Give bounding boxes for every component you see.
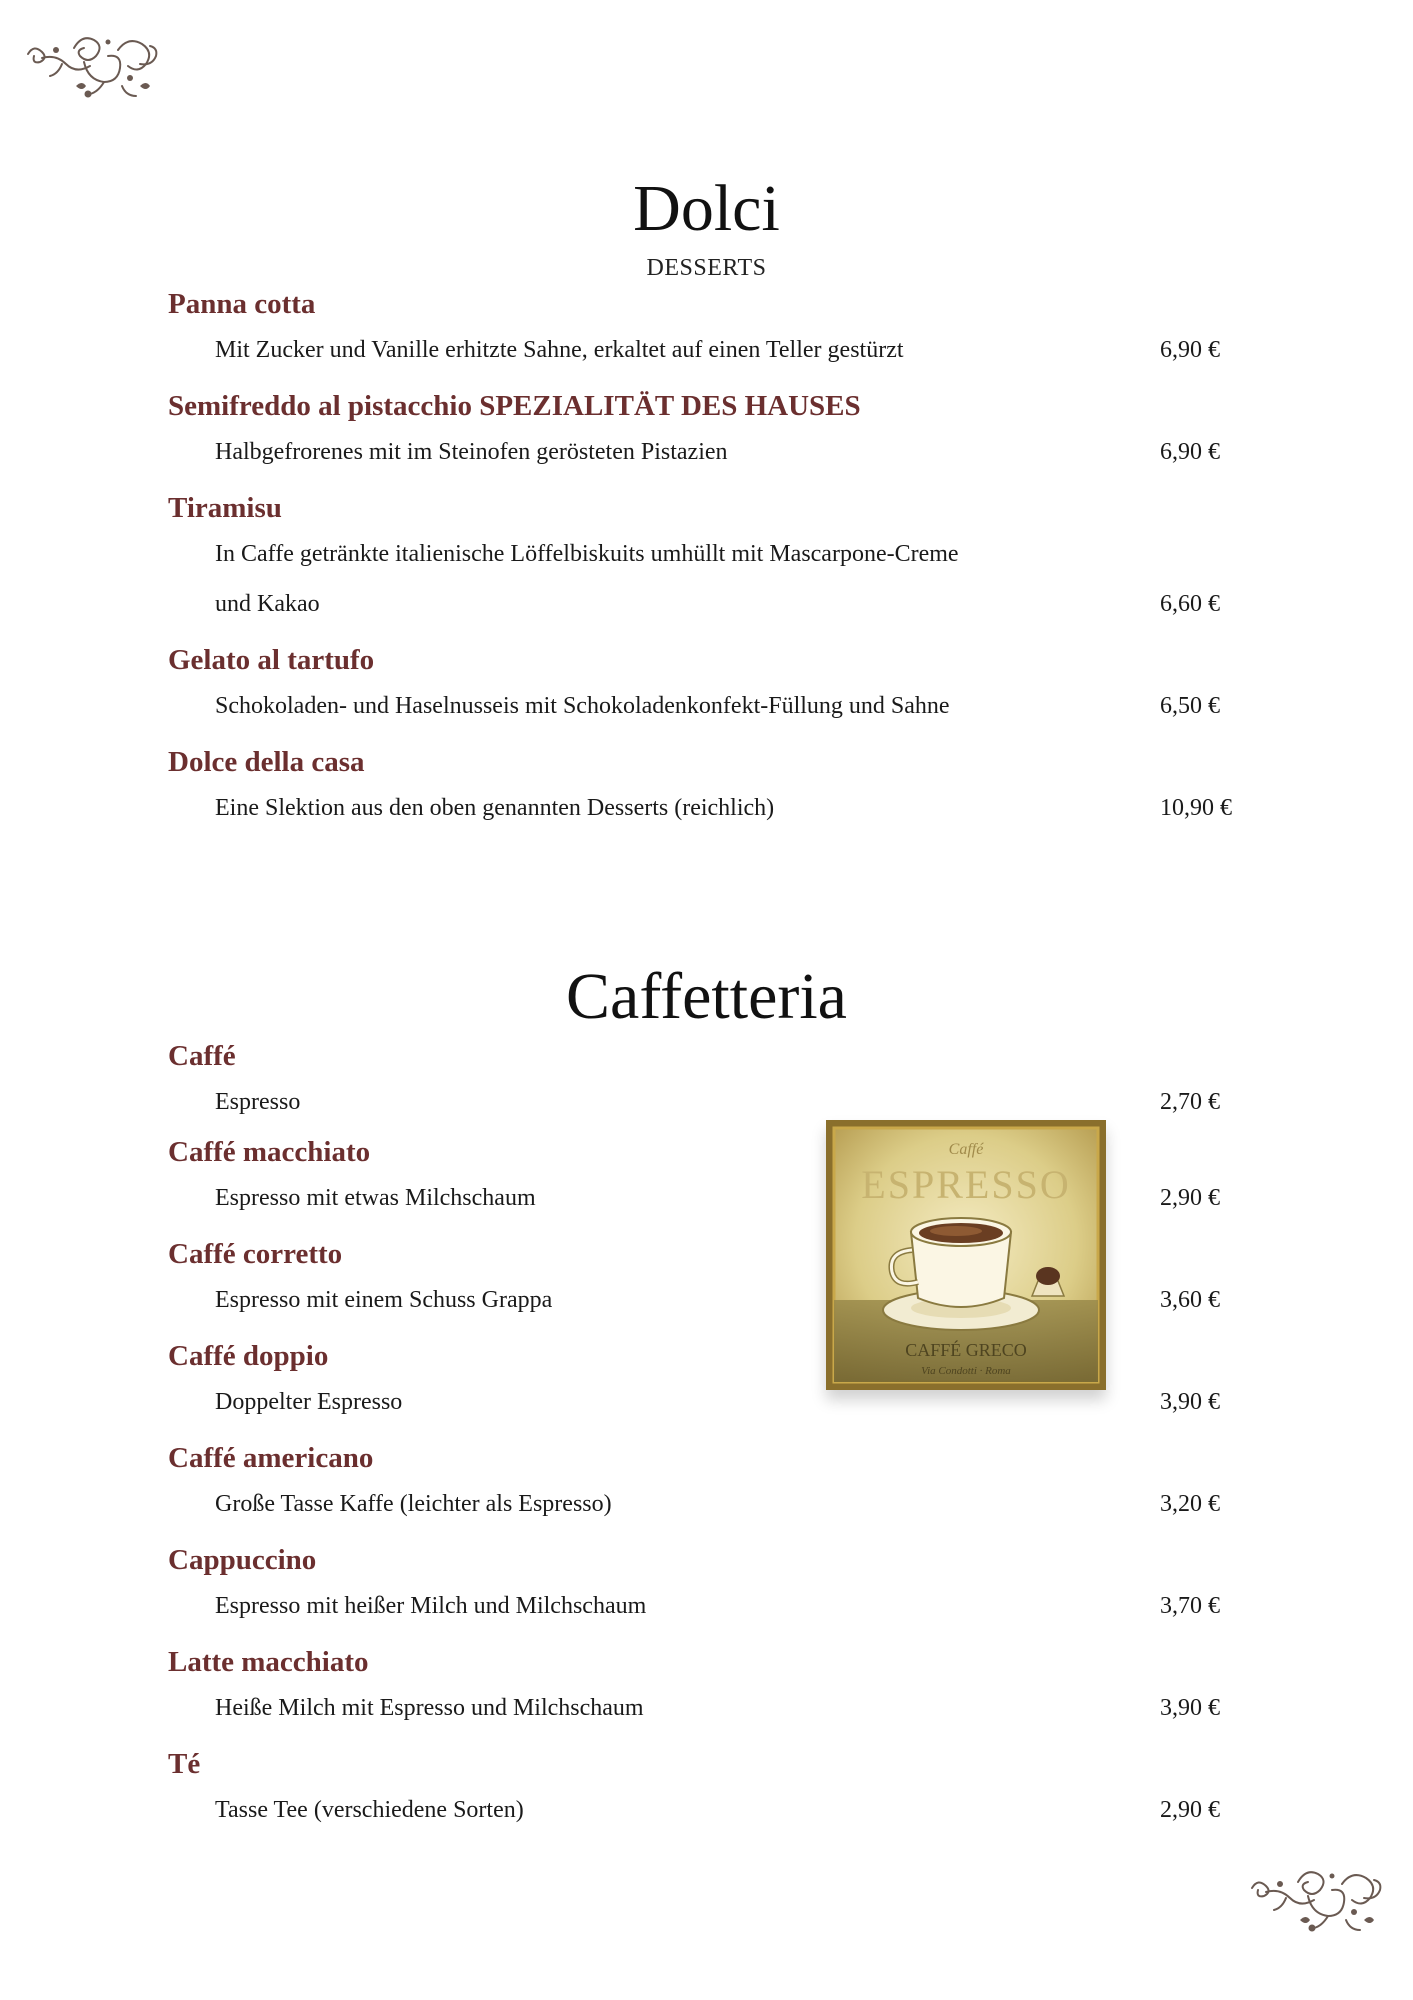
coffee-name-cappuccino: Cappuccino	[168, 1544, 317, 1576]
coffee-price-americano: 3,20 €	[1160, 1491, 1220, 1517]
coffee-desc-te: Tasse Tee (verschiedene Sorten)	[215, 1797, 524, 1823]
dessert-desc-tiramisu: In Caffe getränkte italienische Löffelbiskuits umhüllt mit Mascarpone-Creme	[215, 541, 959, 567]
coffee-name-americano: Caffé americano	[168, 1442, 374, 1474]
dessert-desc-panna-cotta: Mit Zucker und Vanille erhitzte Sahne, erkaltet auf einen Teller gestürzt	[215, 337, 904, 363]
dessert-price-gelato: 6,50 €	[1160, 693, 1220, 719]
dessert-desc-dolce-casa: Eine Slektion aus den oben genannten Desserts (reichlich)	[215, 795, 775, 821]
dolci-title: Dolci	[633, 172, 780, 245]
dessert-price-semifreddo: 6,90 €	[1160, 439, 1220, 465]
dessert-name-tiramisu: Tiramisu	[168, 492, 282, 524]
coffee-desc-doppio: Doppelter Espresso	[215, 1389, 403, 1415]
coffee-price-caffe: 2,70 €	[1160, 1089, 1220, 1115]
dessert-price-panna-cotta: 6,90 €	[1160, 337, 1220, 363]
dessert-price-dolce-casa: 10,90 €	[1160, 795, 1232, 821]
coffee-name-te: Té	[168, 1748, 201, 1780]
caffetteria-title: Caffetteria	[566, 960, 847, 1033]
desserts-subtitle: DESSERTS	[646, 255, 767, 281]
coffee-price-te: 2,90 €	[1160, 1797, 1220, 1823]
coffee-name-macchiato: Caffé macchiato	[168, 1136, 371, 1168]
coffee-name-latte-macchiato: Latte macchiato	[168, 1646, 369, 1678]
flourish-ornament-icon	[1246, 1862, 1392, 1942]
dessert-desc-tiramisu-cont: und Kakao	[215, 591, 320, 617]
dessert-desc-semifreddo: Halbgefrorenes mit im Steinofen gerösteten Pistazien	[215, 439, 728, 465]
dessert-name-gelato: Gelato al tartufo	[168, 644, 375, 676]
dessert-name-panna-cotta: Panna cotta	[168, 288, 316, 320]
coffee-name-doppio: Caffé doppio	[168, 1340, 329, 1372]
coffee-price-corretto: 3,60 €	[1160, 1287, 1220, 1313]
picture-big-text: ESPRESSO	[861, 1162, 1071, 1207]
coffee-desc-caffe: Espresso	[215, 1089, 301, 1115]
coffee-desc-corretto: Espresso mit einem Schuss Grappa	[215, 1287, 553, 1313]
coffee-desc-macchiato: Espresso mit etwas Milchschaum	[215, 1185, 536, 1211]
coffee-desc-americano: Große Tasse Kaffe (leichter als Espresso)	[215, 1491, 612, 1517]
picture-bottom-text: CAFFÉ GRECO	[905, 1340, 1027, 1360]
flourish-ornament-icon	[22, 28, 168, 108]
picture-bottom-sub: Via Condotti · Roma	[921, 1365, 1011, 1377]
espresso-picture	[826, 1120, 1106, 1390]
coffee-name-corretto: Caffé corretto	[168, 1238, 343, 1270]
coffee-price-doppio: 3,90 €	[1160, 1389, 1220, 1415]
coffee-desc-latte-macchiato: Heiße Milch mit Espresso und Milchschaum	[215, 1695, 644, 1721]
coffee-price-latte-macchiato: 3,90 €	[1160, 1695, 1220, 1721]
dessert-price-tiramisu: 6,60 €	[1160, 591, 1220, 617]
coffee-price-cappuccino: 3,70 €	[1160, 1593, 1220, 1619]
coffee-desc-cappuccino: Espresso mit heißer Milch und Milchschaum	[215, 1593, 647, 1619]
dessert-name-semifreddo: Semifreddo al pistacchio SPEZIALITÄT DES HAUSES	[168, 390, 861, 422]
dessert-desc-gelato: Schokoladen- und Haselnusseis mit Schokoladenkonfekt-Füllung und Sahne	[215, 693, 950, 719]
coffee-price-macchiato: 2,90 €	[1160, 1185, 1220, 1211]
coffee-name-caffe: Caffé	[168, 1040, 236, 1072]
picture-small-text: Caffé	[948, 1141, 984, 1158]
dessert-name-dolce-casa: Dolce della casa	[168, 746, 365, 778]
